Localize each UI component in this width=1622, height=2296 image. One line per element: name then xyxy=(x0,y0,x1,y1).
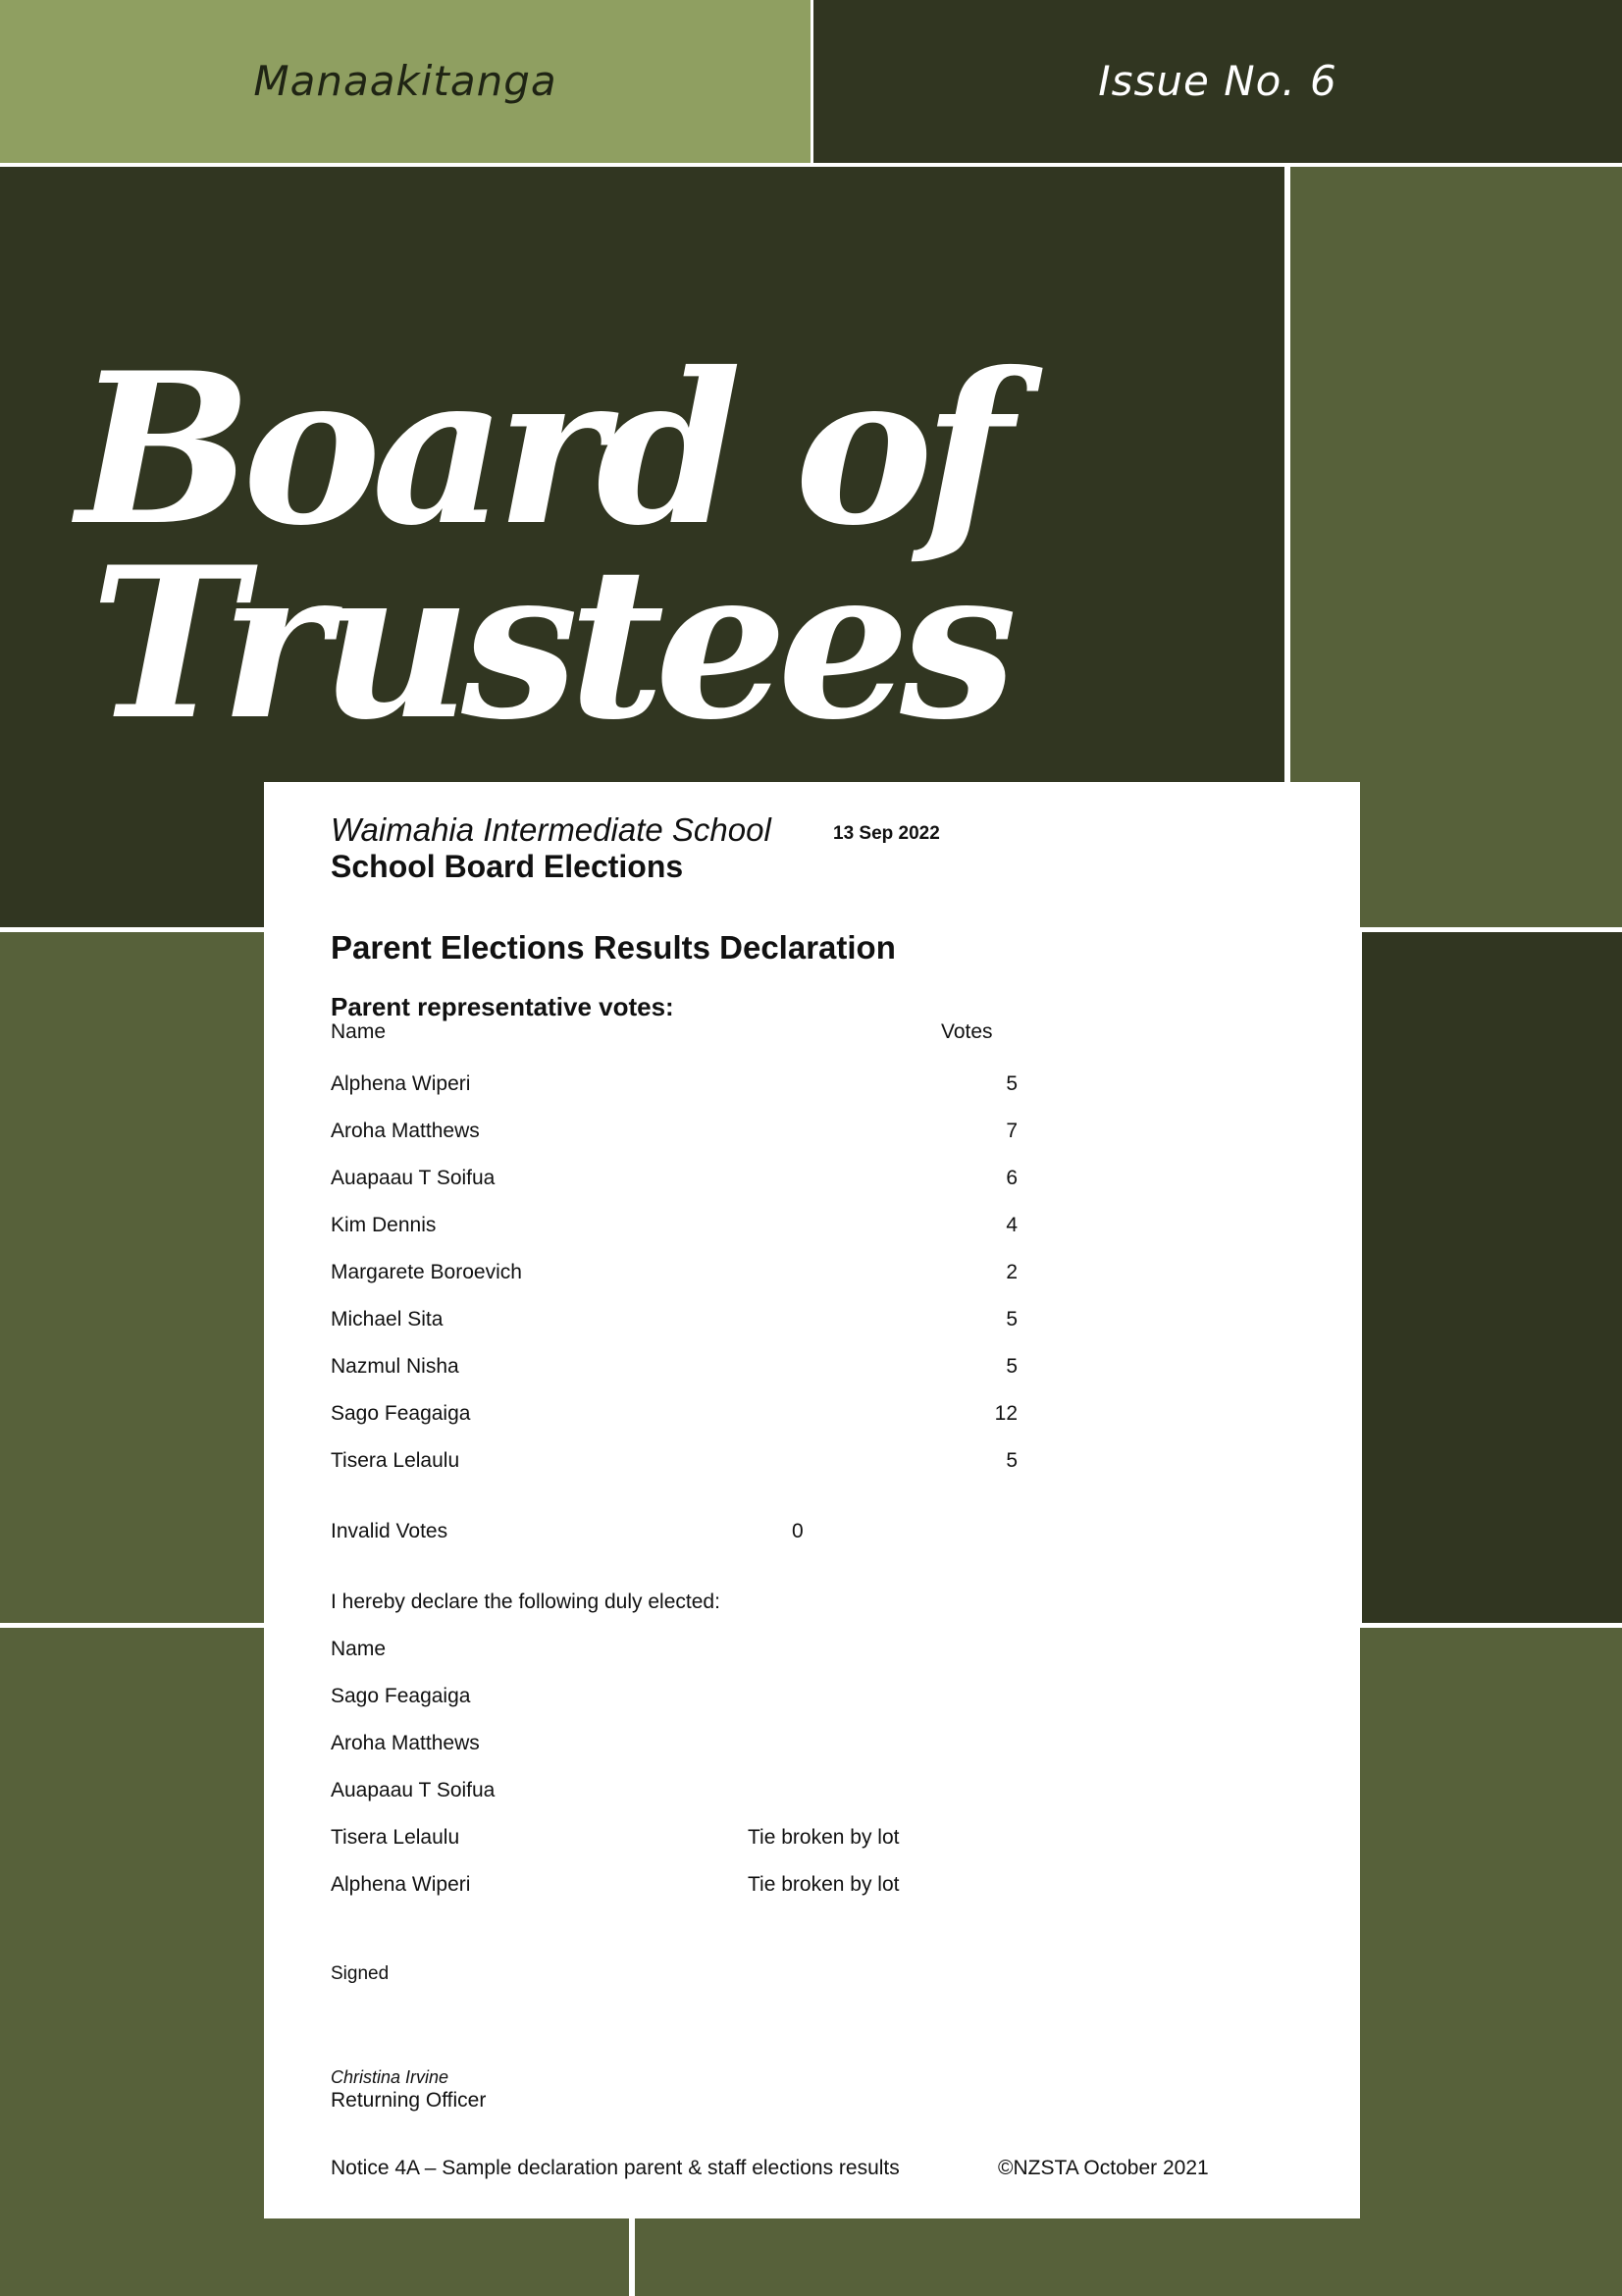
candidate-row xyxy=(331,1120,1018,1149)
candidate-votes: 5 xyxy=(1006,1308,1018,1331)
signatory-name: Christina Irvine xyxy=(331,2067,449,2087)
column-header-name: Name xyxy=(331,1020,387,1043)
candidate-row xyxy=(331,1402,1018,1432)
elected-row xyxy=(331,1685,470,1708)
page-title-line1: Board of xyxy=(77,327,1004,571)
elected-name: Sago Feagaiga xyxy=(331,1685,471,1707)
elected-row xyxy=(331,1873,900,1897)
candidate-name: Nazmul Nisha xyxy=(331,1355,459,1378)
candidate-name: Sago Feagaiga xyxy=(331,1402,471,1425)
candidate-row xyxy=(331,1167,1018,1196)
candidate-votes: 5 xyxy=(1006,1449,1018,1472)
candidate-votes: 7 xyxy=(1006,1120,1018,1142)
candidate-row xyxy=(331,1308,1018,1337)
candidate-row xyxy=(331,1449,1018,1479)
candidate-name: Kim Dennis xyxy=(331,1214,437,1236)
candidate-row xyxy=(331,1355,1018,1384)
elected-row xyxy=(331,1779,495,1802)
elected-header-name: Name xyxy=(331,1638,387,1660)
votes-heading: Parent representative votes: xyxy=(331,992,674,1021)
elected-note: Tie broken by lot xyxy=(748,1826,900,1849)
elected-name: Aroha Matthews xyxy=(331,1732,480,1754)
candidate-row xyxy=(331,1214,1018,1243)
elected-name: Tisera Lelaulu xyxy=(331,1826,460,1849)
invalid-votes-value: 0 xyxy=(792,1520,804,1542)
candidate-votes: 4 xyxy=(1006,1214,1018,1236)
candidate-votes: 2 xyxy=(1006,1261,1018,1283)
elected-row xyxy=(331,1826,900,1850)
document-subtitle: School Board Elections xyxy=(331,849,684,884)
section-name: Manaakitanga xyxy=(253,57,557,105)
footer-notice: Notice 4A – Sample declaration parent & staff elections results xyxy=(331,2157,900,2179)
signed-label: Signed xyxy=(331,1963,390,1984)
candidate-name: Alphena Wiperi xyxy=(331,1072,471,1095)
candidate-name: Margarete Boroevich xyxy=(331,1261,522,1283)
page-title-line2: Trustees xyxy=(90,521,1008,765)
candidate-name: Aroha Matthews xyxy=(331,1120,480,1142)
column-header-votes: Votes xyxy=(941,1020,993,1043)
footer-copyright: ©NZSTA October 2021 xyxy=(998,2157,1209,2179)
right-middle-block xyxy=(1362,932,1622,1623)
candidate-votes: 5 xyxy=(1006,1072,1018,1095)
candidate-votes: 6 xyxy=(1006,1167,1018,1189)
candidate-row xyxy=(331,1261,1018,1290)
document-date: 13 Sep 2022 xyxy=(833,823,940,844)
document-heading: Parent Elections Results Declaration xyxy=(331,929,896,965)
candidate-name: Auapaau T Soifua xyxy=(331,1167,496,1189)
candidate-votes: 5 xyxy=(1006,1355,1018,1378)
candidate-row xyxy=(331,1072,1018,1102)
candidate-name: Michael Sita xyxy=(331,1308,444,1331)
elected-row xyxy=(331,1732,480,1755)
signatory-role: Returning Officer xyxy=(331,2089,487,2112)
candidate-name: Tisera Lelaulu xyxy=(331,1449,460,1472)
candidate-votes: 12 xyxy=(994,1402,1018,1425)
school-name: Waimahia Intermediate School xyxy=(331,811,771,848)
elected-note: Tie broken by lot xyxy=(748,1873,900,1896)
issue-number: Issue No. 6 xyxy=(1098,57,1337,105)
declaration-document xyxy=(264,782,1360,2218)
invalid-votes-label: Invalid Votes xyxy=(331,1520,448,1542)
elected-name: Auapaau T Soifua xyxy=(331,1779,496,1801)
elected-name: Alphena Wiperi xyxy=(331,1873,471,1896)
declaration-statement: I hereby declare the following duly elected: xyxy=(331,1591,720,1613)
